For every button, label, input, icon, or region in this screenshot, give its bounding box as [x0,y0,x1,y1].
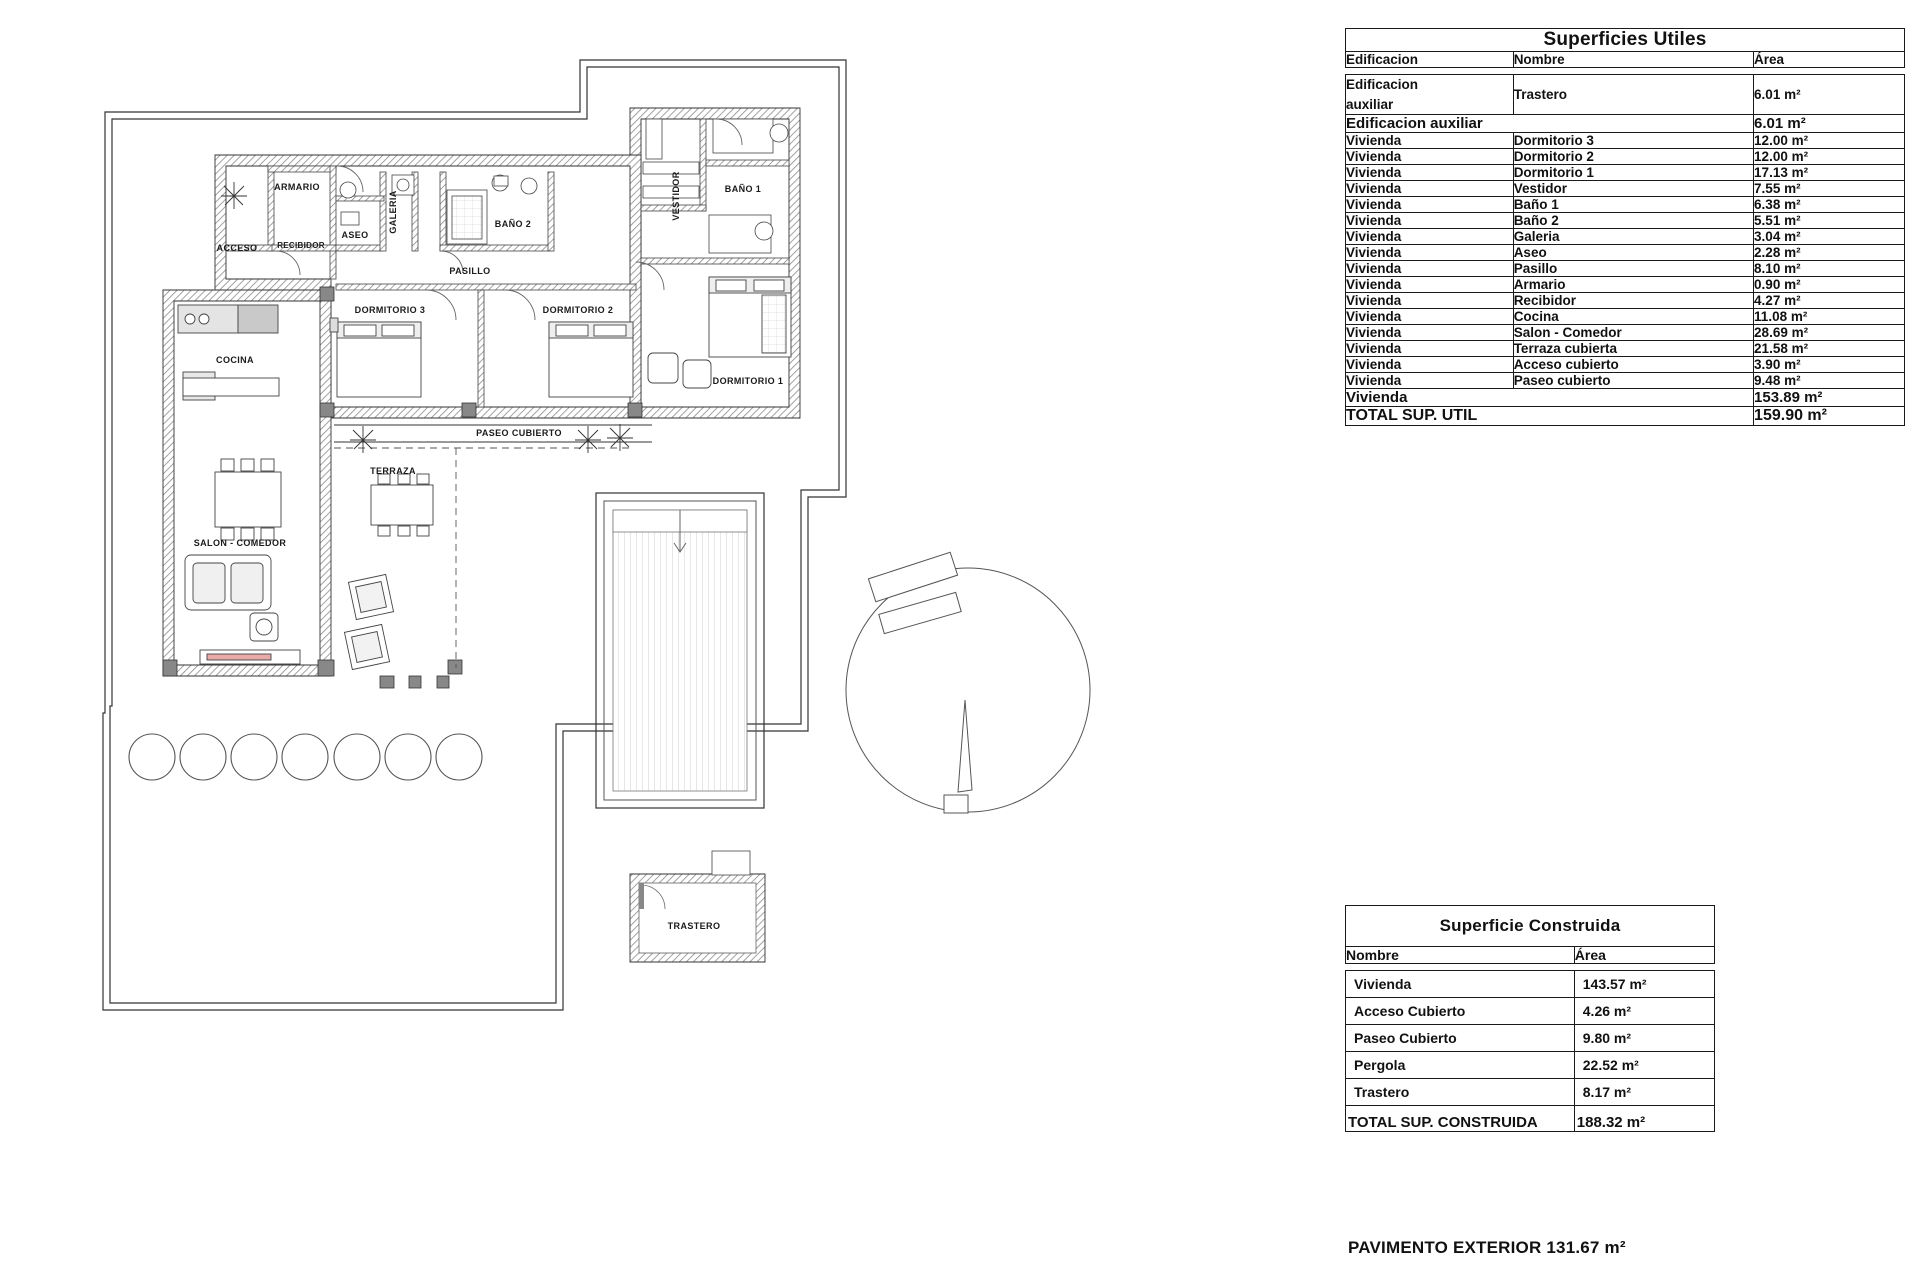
surfaces-table [1345,28,1905,426]
table-row [1346,293,1905,309]
table-row [1346,971,1715,998]
tree-row [129,734,482,780]
bed-dormitorio-2 [549,322,633,397]
total-area: 159.90 m² [1754,407,1905,426]
table-row [1346,245,1905,261]
subtotal-area: 6.01 m² [1754,115,1905,133]
cell-edificacion: Vivienda [1346,213,1514,229]
cell-nombre: Dormitorio 1 [1513,165,1753,181]
label-dormitorio-2: DORMITORIO 2 [542,305,614,315]
cell-area: 3.90 m² [1754,357,1905,373]
cell-area: 17.13 m² [1754,165,1905,181]
built-table-title-row [1346,906,1715,947]
cell-nombre: Trastero [1513,75,1753,115]
label-pasillo: PASILLO [449,266,491,276]
cell-nombre: Acceso cubierto [1513,357,1753,373]
cell-area: 12.00 m² [1754,133,1905,149]
cell-nombre: Trastero [1346,1079,1575,1106]
cell-area: 4.27 m² [1754,293,1905,309]
cell-edificacion: Vivienda [1346,197,1514,213]
cell-edificacion: Vivienda [1346,309,1514,325]
table-row [1346,229,1905,245]
cell-area: 6.38 m² [1754,197,1905,213]
table-row [1346,149,1905,165]
surfaces-table-container [1345,28,1905,426]
cell-area: 21.58 m² [1754,341,1905,357]
cell-edificacion: Vivienda [1346,229,1514,245]
header-nombre: Nombre [1346,947,1575,964]
exterior-paving-note: PAVIMENTO EXTERIOR 131.67 m² [1348,1238,1626,1257]
cell-nombre: Recibidor [1513,293,1753,309]
cell-edificacion: Vivienda [1346,293,1514,309]
label-recibidor: RECIBIDOR [277,241,325,250]
cell-nombre: Baño 2 [1513,213,1753,229]
built-total-row [1346,1106,1715,1132]
cell-edificacion: Vivienda [1346,261,1514,277]
cell-nombre: Vestidor [1513,181,1753,197]
bed-dormitorio-1 [709,277,791,357]
header-edificacion: Edificacion [1346,52,1514,68]
cell-area: 7.55 m² [1754,181,1905,197]
grand-total-row [1346,407,1905,426]
table-row [1346,181,1905,197]
header-area: Área [1574,947,1714,964]
cell-area: 9.80 m² [1574,1025,1714,1052]
table-spacer [1346,964,1715,971]
table-row [1346,341,1905,357]
cell-area: 11.08 m² [1754,309,1905,325]
table-row [1346,213,1905,229]
table-row [1346,325,1905,341]
total-label: TOTAL SUP. UTIL [1346,407,1754,426]
label-terraza: TERRAZA [370,466,416,476]
total-label: TOTAL SUP. CONSTRUIDA [1346,1106,1575,1132]
cell-edificacion: Vivienda [1346,357,1514,373]
table-row [1346,357,1905,373]
table-row [1346,998,1715,1025]
cell-edificacion: Vivienda [1346,133,1514,149]
label-aseo: ASEO [341,230,369,240]
header-area: Área [1754,52,1905,68]
subtotal-label: Vivienda [1346,389,1754,407]
bed-dormitorio-3 [330,318,421,397]
cell-area: 143.57 m² [1574,971,1714,998]
subtotal-label: Edificacion auxiliar [1346,115,1754,133]
surfaces-table-header-row [1346,52,1905,68]
table-row [1346,165,1905,181]
cell-nombre: Salon - Comedor [1513,325,1753,341]
cell-area: 28.69 m² [1754,325,1905,341]
cell-nombre: Baño 1 [1513,197,1753,213]
cell-area: 9.48 m² [1754,373,1905,389]
cell-area: 3.04 m² [1754,229,1905,245]
cell-nombre: Armario [1513,277,1753,293]
built-surface-table [1345,905,1715,1132]
cell-nombre: Galeria [1513,229,1753,245]
cell-nombre: Dormitorio 3 [1513,133,1753,149]
cell-nombre: Pergola [1346,1052,1575,1079]
subtotal-area: 153.89 m² [1754,389,1905,407]
label-bano-2: BAÑO 2 [494,219,532,229]
cell-edificacion: Vivienda [1346,325,1514,341]
cell-edificacion: Vivienda [1346,181,1514,197]
swimming-pool [596,493,764,808]
label-armario: ARMARIO [274,182,320,192]
surfaces-table-title-row [1346,29,1905,52]
label-vestidor: VESTIDOR [671,171,681,221]
label-dormitorio-1: DORMITORIO 1 [712,376,784,386]
table-row [1346,1025,1715,1052]
trastero-building [630,851,765,962]
cell-edificacion: Vivienda [1346,165,1514,181]
subtotal-row-vivienda [1346,389,1905,407]
label-salon-comedor: SALON - COMEDOR [193,538,287,548]
cell-nombre: Aseo [1513,245,1753,261]
cell-area: 6.01 m² [1754,75,1905,115]
cell-area: 4.26 m² [1574,998,1714,1025]
lounge-chairs [344,574,393,669]
cell-nombre: Pasillo [1513,261,1753,277]
cell-edificacion: Vivienda [1346,149,1514,165]
terrace-table [371,474,433,536]
surfaces-table-title: Superficies Utiles [1346,29,1905,52]
table-row [1346,1052,1715,1079]
table-row [1346,197,1905,213]
table-spacer [1346,68,1905,75]
label-acceso: ACCESO [216,243,258,253]
total-area: 188.32 m² [1574,1106,1714,1132]
cell-area: 8.17 m² [1574,1079,1714,1106]
cell-edificacion: Vivienda [1346,245,1514,261]
cell-nombre: Vivienda [1346,971,1575,998]
table-row [1346,133,1905,149]
table-row [1346,261,1905,277]
table-row [1346,1079,1715,1106]
cell-area: 2.28 m² [1754,245,1905,261]
cell-nombre: Paseo cubierto [1513,373,1753,389]
cell-area: 5.51 m² [1754,213,1905,229]
dining-table [215,459,281,540]
cell-area: 8.10 m² [1754,261,1905,277]
cell-area: 22.52 m² [1574,1052,1714,1079]
cell-area: 0.90 m² [1754,277,1905,293]
cell-nombre: Dormitorio 2 [1513,149,1753,165]
table-row [1346,309,1905,325]
table-row [1346,75,1905,115]
built-surface-table-container [1345,905,1715,1132]
cell-nombre: Acceso Cubierto [1346,998,1575,1025]
built-table-title: Superficie Construida [1346,906,1715,947]
cell-nombre: Paseo Cubierto [1346,1025,1575,1052]
label-paseo-cubierto: PASEO CUBIERTO [476,428,562,438]
cell-edificacion: Vivienda [1346,373,1514,389]
circular-feature [846,552,1090,813]
header-nombre: Nombre [1513,52,1753,68]
label-trastero: TRASTERO [667,921,721,931]
label-bano-1: BAÑO 1 [724,184,762,194]
cell-edificacion: Edificacion auxiliar [1346,75,1514,115]
label-dormitorio-3: DORMITORIO 3 [354,305,426,315]
cell-nombre: Cocina [1513,309,1753,325]
table-row [1346,277,1905,293]
cell-edificacion: Vivienda [1346,277,1514,293]
table-row [1346,373,1905,389]
cell-nombre: Terraza cubierta [1513,341,1753,357]
subtotal-row-aux [1346,115,1905,133]
cell-area: 12.00 m² [1754,149,1905,165]
label-galeria: GALERIA [388,190,398,234]
label-cocina: COCINA [216,355,254,365]
cell-edificacion: Vivienda [1346,341,1514,357]
built-table-header-row [1346,947,1715,964]
